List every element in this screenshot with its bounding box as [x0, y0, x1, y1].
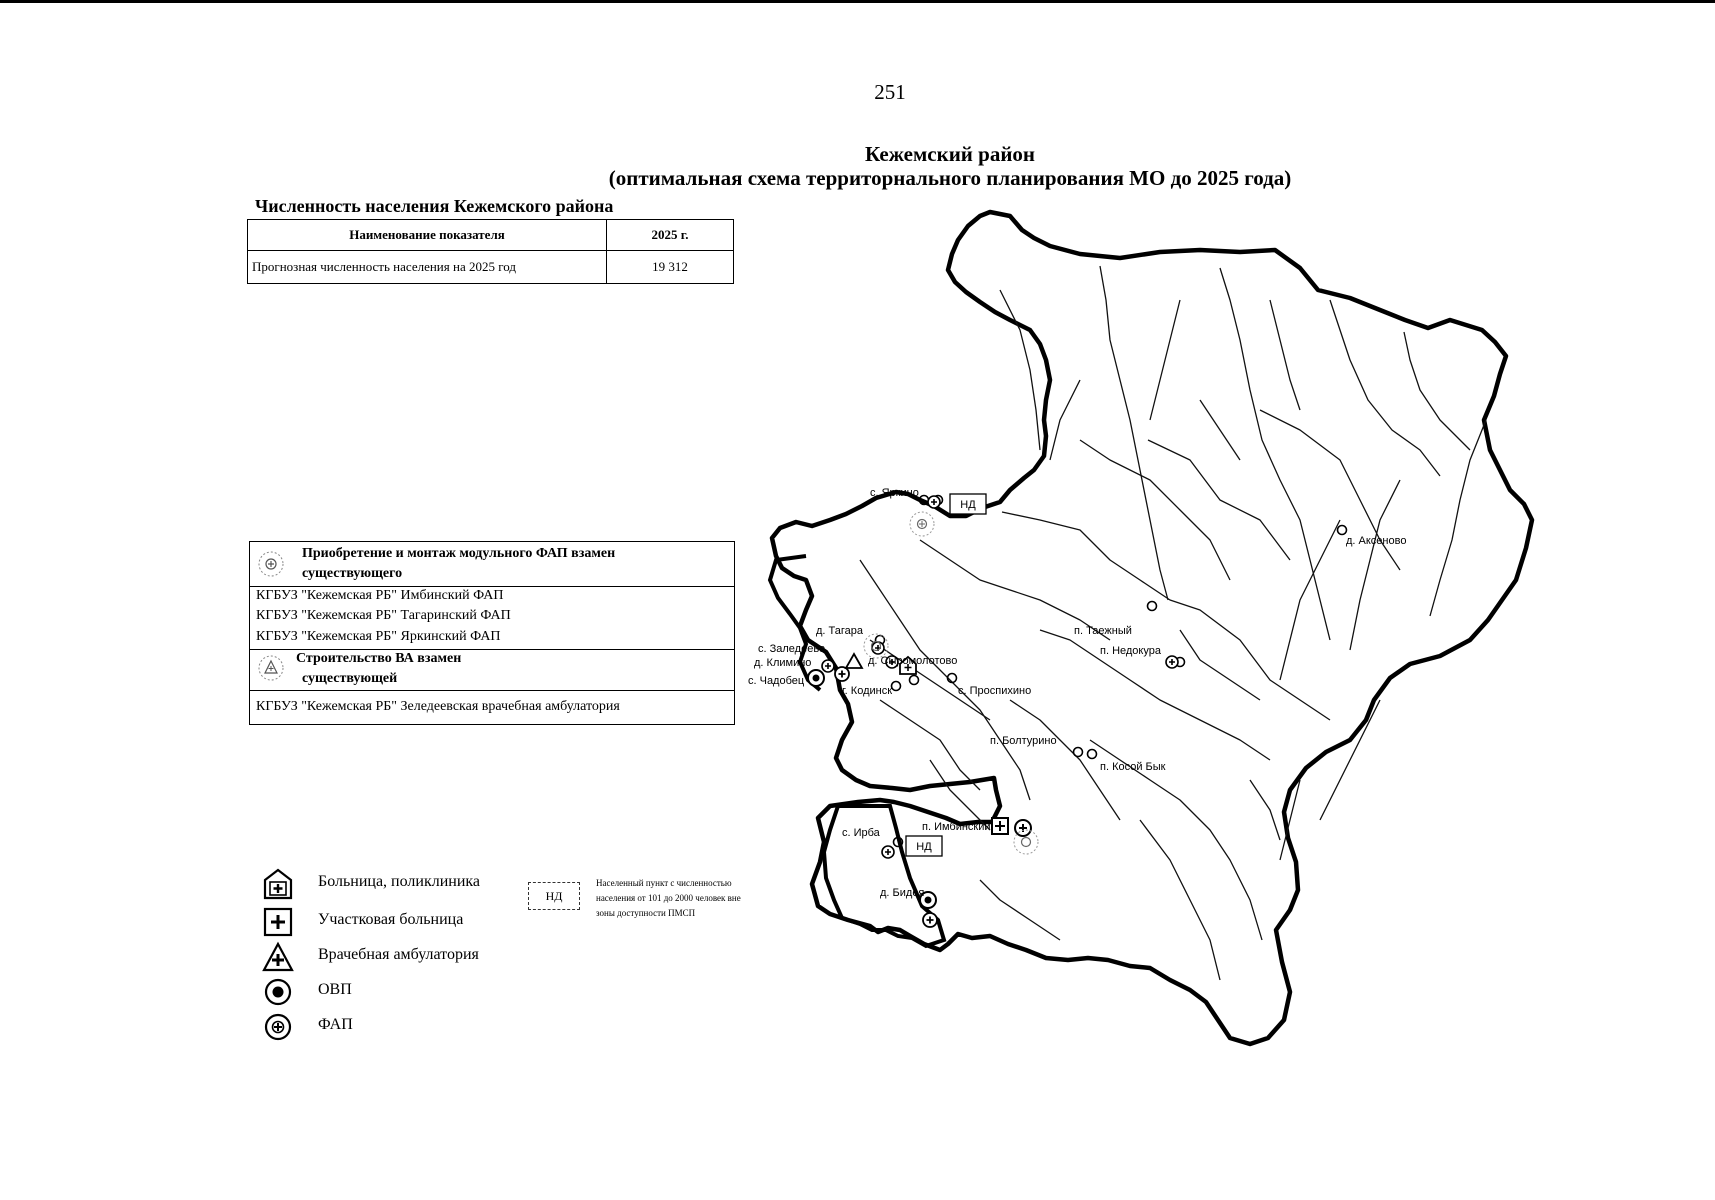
settlement-label: с. Заледеево	[758, 643, 826, 655]
nd-description-line: населения от 101 до 2000 человек вне	[596, 893, 741, 903]
nd-marker-label: НД	[960, 499, 976, 511]
settlement-label: д. Аксеново	[1346, 535, 1407, 547]
section2-title-line1: Строительство ВА взамен	[296, 651, 462, 666]
settlement-label: г. Кодинск	[842, 685, 893, 697]
legend-label: Больница, поликлиника	[318, 873, 481, 890]
legend-label: ОВП	[318, 981, 352, 998]
fap-icon	[872, 642, 884, 654]
fap-item: КГБУЗ "Кежемская РБ" Тагаринский ФАП	[256, 608, 511, 623]
settlement-label: п. Таежный	[1074, 625, 1132, 637]
fap-icon	[1166, 656, 1178, 668]
nd-description-line: Населенный пункт с численностью	[596, 878, 732, 888]
page-subtitle: (оптимальная схема территорнального планирования МО до 2025 года)	[608, 166, 1292, 190]
fap-icon	[882, 846, 894, 858]
fap-icon	[835, 667, 849, 681]
section1-title-line1: Приобретение и монтаж модульного ФАП взамен	[302, 546, 616, 561]
settlement-label: с. Ирба	[842, 827, 880, 839]
settlement-label: п. Болтурино	[990, 735, 1057, 747]
page-number: 251	[874, 80, 906, 104]
settlement-label: с. Яркино	[870, 487, 919, 499]
settlement-label: д. Тагара	[816, 625, 863, 637]
settlement-label: п. Имбинский	[922, 821, 991, 833]
settlement-label: д. Сыромолотово	[868, 655, 958, 667]
page-title: Кежемский район	[864, 142, 1036, 166]
fap-icon	[923, 913, 937, 927]
section2-title-line2: существующей	[302, 671, 398, 686]
nd-description-line: зоны доступности ПМСП	[596, 908, 696, 918]
legend-label: Участковая больница	[318, 911, 464, 928]
row-label: Прогнозная численность населения на 2025 год	[248, 251, 607, 284]
section1-title-line2: существующего	[302, 566, 403, 581]
settlement-label: п. Недокура	[1100, 645, 1161, 657]
fap-icon	[928, 496, 940, 508]
ovp-icon	[808, 670, 824, 686]
nd-marker-label: НД	[916, 841, 932, 853]
section2-item: КГБУЗ "Кежемская РБ" Зеледеевская врачебная амбулатория	[256, 699, 620, 714]
legend-label: ФАП	[318, 1016, 353, 1033]
settlement-label: д. Бидея	[880, 887, 925, 899]
header-indicator: Наименование показателя	[248, 220, 607, 251]
row-value: 19 312	[607, 251, 734, 284]
fap-item: КГБУЗ "Кежемская РБ" Имбинский ФАП	[256, 588, 504, 603]
header-year: 2025 г.	[607, 220, 734, 251]
fap-icon	[1015, 820, 1031, 836]
fap-icon	[822, 660, 834, 672]
district-hospital-icon	[992, 818, 1008, 834]
population-caption: Численность населения Кежемского района	[255, 196, 614, 216]
settlement-label: п. Косой Бык	[1100, 761, 1166, 773]
settlement-label: с. Проспихино	[958, 685, 1032, 697]
district-boundary	[772, 212, 1532, 1044]
settlement-label: с. Чадобец	[748, 675, 805, 687]
settlement-label: д. Климино	[754, 657, 812, 669]
nd-box: НД	[528, 882, 580, 910]
fap-item: КГБУЗ "Кежемская РБ" Яркинский ФАП	[256, 629, 501, 644]
legend-label: Врачебная амбулатория	[318, 946, 479, 963]
